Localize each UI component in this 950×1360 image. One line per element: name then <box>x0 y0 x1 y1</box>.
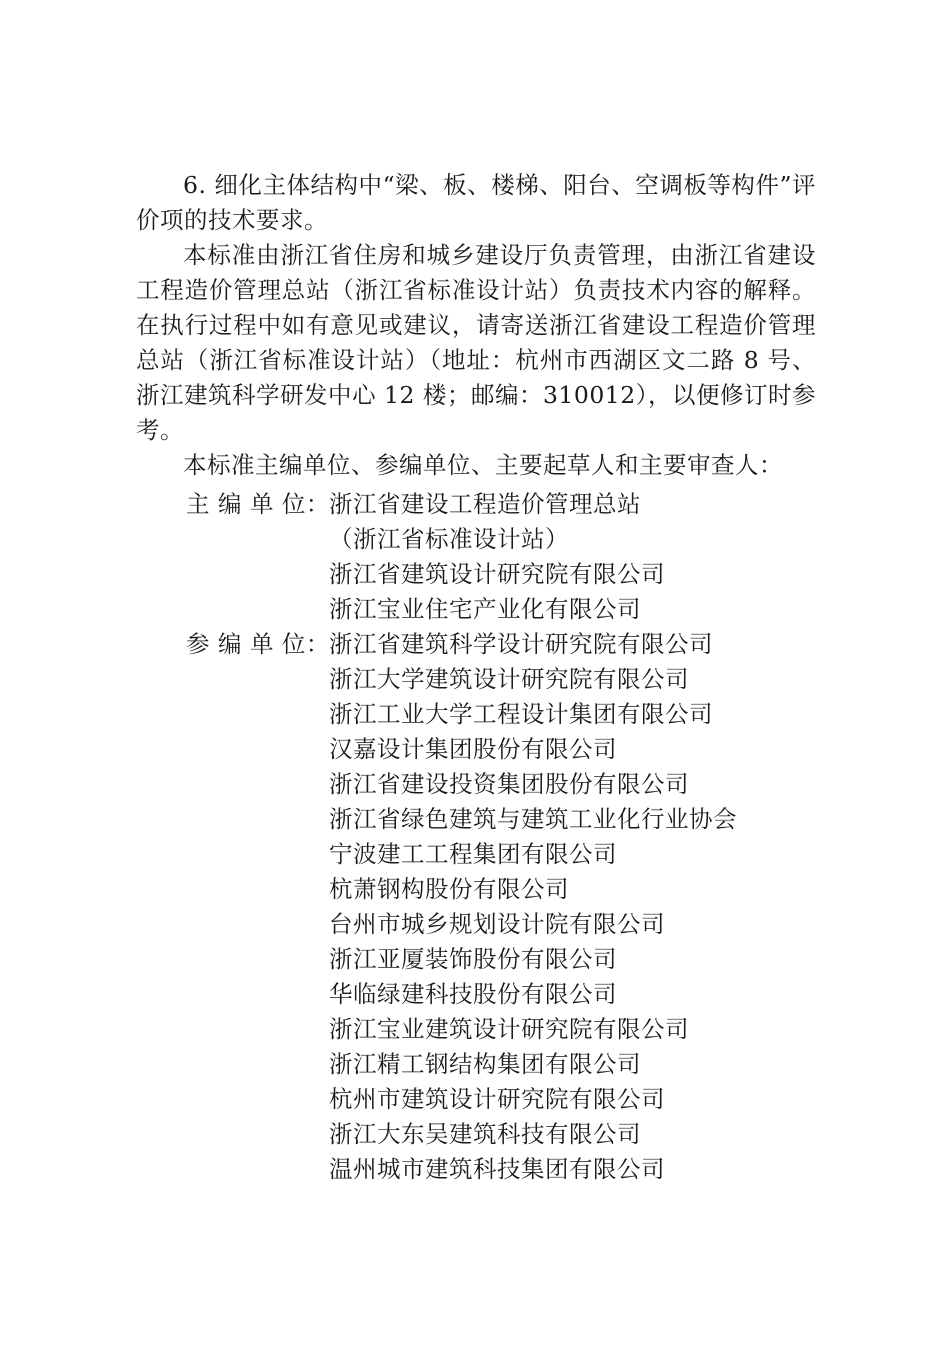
participating-editor-row <box>0 627 950 662</box>
participating-editor-unit: 浙江亚厦装饰股份有限公司 <box>329 945 617 973</box>
participating-editor-row <box>0 1047 950 1082</box>
participating-editor-unit: 浙江大东吴建筑科技有限公司 <box>329 1120 641 1148</box>
participating-editor-unit: 浙江精工钢结构集团有限公司 <box>329 1050 641 1078</box>
participating-editor-row <box>0 907 950 942</box>
participating-editor-unit: 浙江省建设投资集团股份有限公司 <box>329 770 689 798</box>
participating-editor-row <box>0 802 950 837</box>
participating-editor-row <box>0 1012 950 1047</box>
participating-editor-row <box>0 767 950 802</box>
participating-editor-unit: 台州市城乡规划设计院有限公司 <box>329 910 665 938</box>
chief-editor-unit: 浙江省建筑设计研究院有限公司 <box>329 560 665 588</box>
chief-editor-label: 主 编 单 位： <box>186 490 330 518</box>
participating-editor-unit: 杭州市建筑设计研究院有限公司 <box>329 1085 665 1113</box>
paragraph-management: 本标准由浙江省住房和城乡建设厅负责管理，由浙江省建设工程造价管理总站（浙江省标准设计站）负责技术内容的解释。在执行过程中如有意见或建议，请寄送浙江省建设工程造价管理总站（浙江省标准设计站）（地址：杭州市西湖区文二路 8 号、浙江建筑科学研发中心 12 楼；邮编：310012），以便修订时参考。 <box>136 241 816 444</box>
participating-editor-row <box>0 1117 950 1152</box>
chief-editor-row <box>0 557 950 592</box>
participating-editor-row <box>0 872 950 907</box>
participating-editor-unit: 浙江大学建筑设计研究院有限公司 <box>329 665 689 693</box>
participating-editor-unit: 浙江宝业建筑设计研究院有限公司 <box>329 1015 689 1043</box>
participating-editor-unit: 浙江工业大学工程设计集团有限公司 <box>329 700 713 728</box>
participating-editor-row <box>0 977 950 1012</box>
participating-editor-unit: 杭萧钢构股份有限公司 <box>329 875 569 903</box>
participating-editor-row <box>0 1082 950 1117</box>
chief-editor-row <box>0 592 950 627</box>
paragraph-units-intro: 本标准主编单位、参编单位、主要起草人和主要审查人： <box>183 451 783 479</box>
participating-editor-unit: 汉嘉设计集团股份有限公司 <box>329 735 617 763</box>
paragraph-item-6: 6. 细化主体结构中“梁、板、楼梯、阳台、空调板等构件”评价项的技术要求。 <box>136 171 816 234</box>
participating-editor-row <box>0 697 950 732</box>
chief-editor-unit: 浙江省建设工程造价管理总站 <box>329 490 641 518</box>
chief-editor-unit: 浙江宝业住宅产业化有限公司 <box>329 595 641 623</box>
chief-editor-row <box>0 487 950 522</box>
chief-editor-row <box>0 522 950 557</box>
participating-editor-row <box>0 662 950 697</box>
participating-editor-unit: 浙江省绿色建筑与建筑工业化行业协会 <box>329 805 737 833</box>
participating-editor-row <box>0 942 950 977</box>
participating-editor-unit: 宁波建工工程集团有限公司 <box>329 840 617 868</box>
participating-editor-unit: 华临绿建科技股份有限公司 <box>329 980 617 1008</box>
participating-editor-unit: 温州城市建筑科技集团有限公司 <box>329 1155 665 1183</box>
participating-editor-row <box>0 1152 950 1187</box>
participating-editor-row <box>0 732 950 767</box>
participating-editor-label: 参 编 单 位： <box>186 630 330 658</box>
participating-editor-row <box>0 837 950 872</box>
chief-editor-unit: （浙江省标准设计站） <box>329 525 569 553</box>
participating-editor-unit: 浙江省建筑科学设计研究院有限公司 <box>329 630 713 658</box>
